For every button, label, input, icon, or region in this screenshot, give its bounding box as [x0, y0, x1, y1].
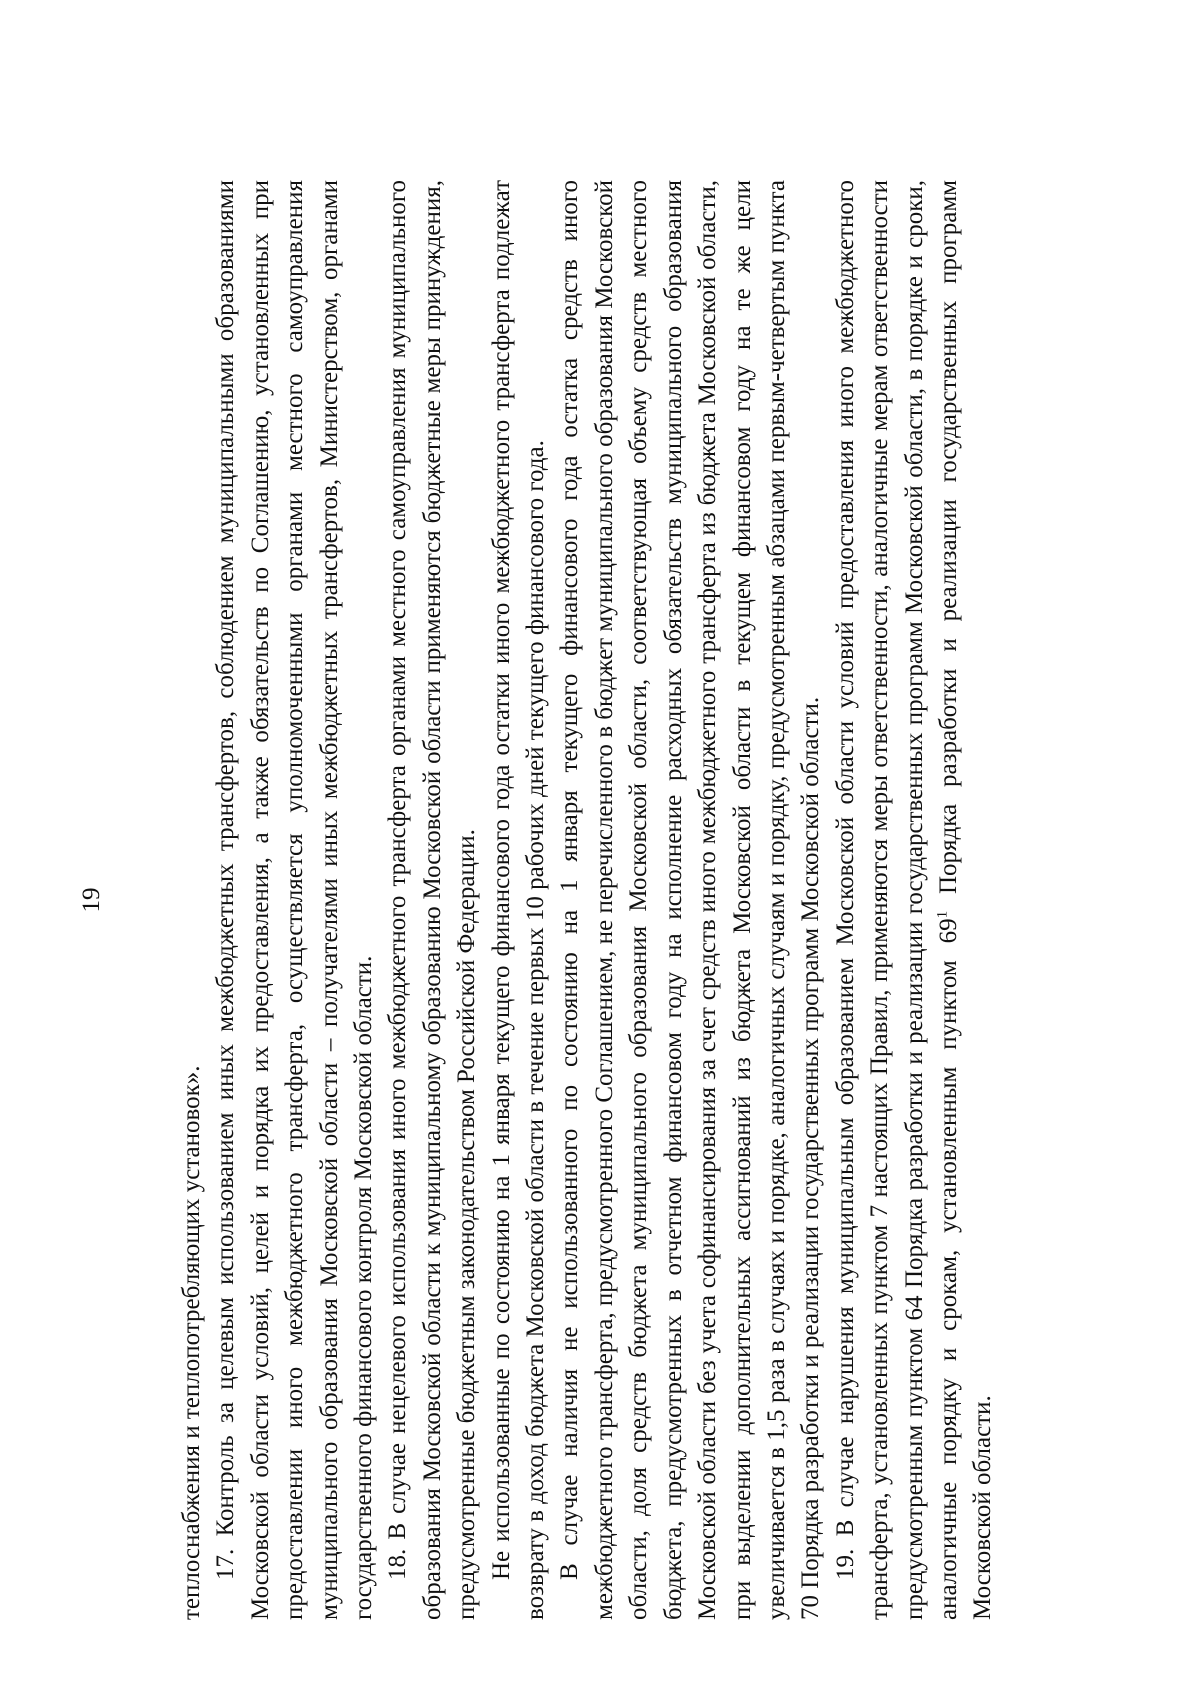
footnote-superscript: 1 — [934, 910, 951, 919]
paragraph-continuation: теплоснабжения и теплопотребляющих установок». — [178, 1065, 205, 1620]
paragraph-17: 17. Контроль за целевым использованием иных межбюджетных трансфертов, соблюдением муниципальными образованиями Московской области условий, целей и порядка их предоставления, а также обязательств по Соглашению, установленных при предоставлении иного межбюджетного трансферта, осуществляется уполномоченными органами местного самоуправления муниципального образования Московской области – получателями иных межбюджетных трансфертов, Министерством, органами государственного финансового контроля Московской области. — [212, 180, 378, 1620]
paragraph-18-unused-balances: Не использованные по состоянию на 1 января текущего финансового года остатки иного межбюджетного трансферта подлежат возврату в доход бюджета Московской области в течение первых 10 рабочих дней текущего финансового года. — [487, 180, 550, 1620]
paragraph-19-tail: Порядка разработки и реализации государственных программ Московской области. — [934, 180, 997, 1620]
paragraph-18-balance-case: В случае наличия не использованного по состоянию на 1 января текущего финансового года остатка средств иного межбюджетного трансферта, предусмотренного Соглашением, не перечисленного в бюджет муниципального образования Московской области, доля средств бюджета муниципального образования Московской области, соответствующая объему средств местного бюджета, предусмотренных в отчетном финансовом году на исполнение расходных обязательств муниципального образования Московской области без учета софинансирования за счет средств иного межбюджетного трансферта из бюджета Московской области, при выделении дополнительных ассигнований из бюджета Московской области в текущем финансовом году на те же цели увеличивается в 1,5 раза в случаях и порядке, аналогичных случаям и порядку, предусмотренным абзацами первым-четвертым пункта 70 Порядка разработки и реализации государственных программ Московской области. — [556, 180, 825, 1620]
paragraph-19 — [829, 180, 1001, 1620]
paragraph-18: 18. В случае нецелевого использования иного межбюджетного трансферта органами местного самоуправления муниципального образования Московской области к муниципальному образованию Московской области применяются бюджетные меры принуждения, предусмотренные бюджетным законодательством Российской Федерации. — [384, 180, 481, 1620]
paragraph-19-text: 19. В случае нарушения муниципальным образованием Московской области условий предоставления иного межбюджетного трансферта, установленных пунктом 7 настоящих Правил, применяются меры ответственности, аналогичные мерам ответственности предусмотренным пунктом 64 Порядка разработки и реализации государственных программ Московской области, в порядке и сроки, аналогичные порядку и срокам, установленным пунктом 69 — [831, 180, 962, 1620]
rotated-text-block — [78, 180, 1155, 1620]
page-number: 19 — [78, 887, 105, 913]
